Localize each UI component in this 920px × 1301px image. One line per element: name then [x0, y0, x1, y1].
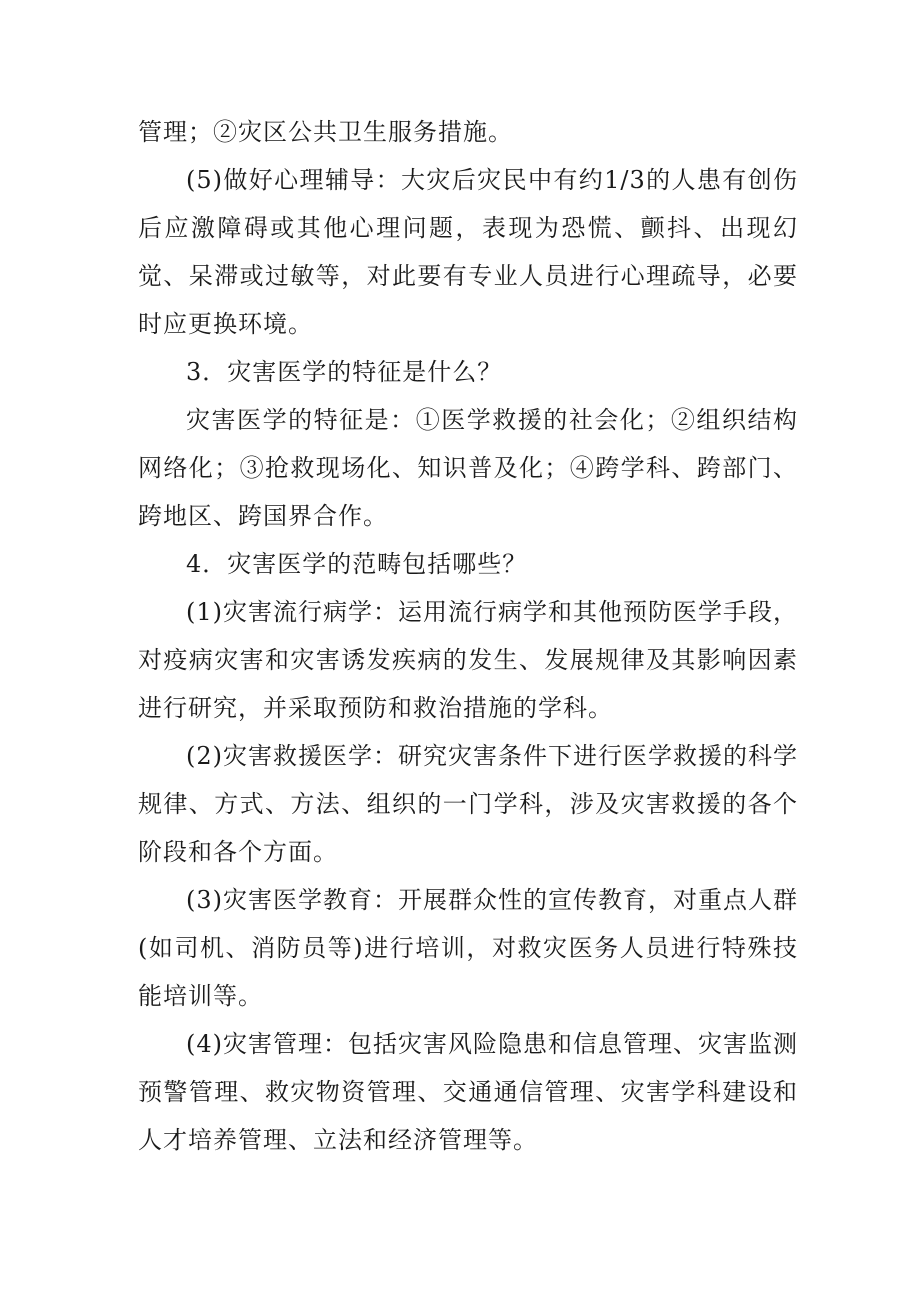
paragraph-continuation: 管理；②灾区公共卫生服务措施。 [138, 118, 513, 146]
paragraph-features: 灾害医学的特征是：①医学救援的社会化；②组织结构网络化；③抢救现场化、知识普及化；④跨学科、跨部门、跨地区、跨国界合作。 [138, 406, 798, 530]
question-heading-4: 4．灾害医学的范畴包括哪些？ [186, 550, 528, 578]
paragraph-psychological-counseling: (5)做好心理辅导：大灾后灾民中有约1/3的人患有创伤后应激障碍或其他心理问题，表现为恐慌、颤抖、出现幻觉、呆滞或过敏等，对此要有专业人员进行心理疏导，必要时应更换环境。 [138, 166, 798, 338]
paragraph-epidemiology: (1)灾害流行病学：运用流行病学和其他预防医学手段，对疫病灾害和灾害诱发疾病的发生、发展规律及其影响因素进行研究，并采取预防和救治措施的学科。 [138, 598, 798, 722]
paragraph-disaster-management: (4)灾害管理：包括灾害风险隐患和信息管理、灾害监测预警管理、救灾物资管理、交通通信管理、灾害学科建设和人才培养管理、立法和经济管理等。 [138, 1030, 798, 1154]
paragraph-rescue-medicine: (2)灾害救援医学：研究灾害条件下进行医学救援的科学规律、方式、方法、组织的一门学科，涉及灾害救援的各个阶段和各个方面。 [138, 742, 798, 866]
document-body [138, 108, 798, 1164]
question-heading-3: 3．灾害医学的特征是什么？ [186, 358, 503, 386]
paragraph-medical-education: (3)灾害医学教育：开展群众性的宣传教育，对重点人群(如司机、消防员等)进行培训，对救灾医务人员进行特殊技能培训等。 [138, 886, 798, 1010]
